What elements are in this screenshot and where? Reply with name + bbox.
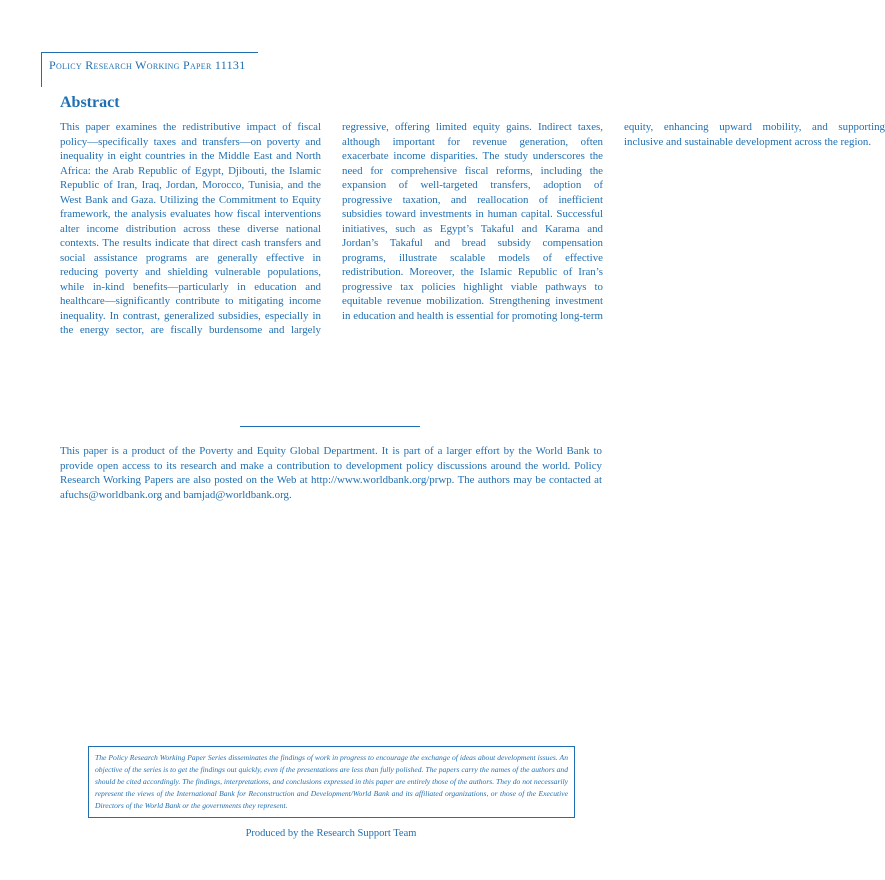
section-divider — [240, 426, 420, 427]
disclaimer-box — [88, 746, 575, 818]
series-header — [41, 52, 258, 87]
product-note: This paper is a product of the Poverty and Equity Global Department. It is part of a larger effort by the World Bank to provide open access to its research and make a contribution to development policy discussions around the world. Policy Research Working Papers are also posted on the Web at http://www.worldbank.org/prwp. The authors may be contacted at afuchs@worldbank.org and bamjad@worldbank.org. — [60, 445, 602, 501]
series-label: Policy Research Working Paper 11131 — [49, 58, 246, 72]
abstract-text: This paper examines the redistributive impact of fiscal policy—specifically taxes and transfers—on poverty and inequality in eight countries in the Middle East and North Africa: the Arab Republic of Egypt, Djibouti, the Islamic Republic of Iran, Iraq, Jordan, Morocco, Tunisia, and the West Bank and Gaza. Utilizing the Commitment to Equity framework, the analysis evaluates how fiscal interventions alter income distribution across these diverse national contexts. The results indicate that direct cash transfers and social assistance programs are generally effective in reducing poverty and shielding vulnerable populations, while in-kind benefits—particularly in education and healthcare—significantly contribute to mitigating income inequality. In contrast, generalized subsidies, especially in the energy sector, are fiscally burdensome and largely regressive, offering limited equity gains. Indirect taxes, although important for revenue generation, often exacerbate income disparities. The study underscores the need for comprehensive fiscal reforms, including the expansion of well-targeted transfers, adoption of progressive taxation, and reallocation of inefficient subsidies toward investments in human capital. Successful initiatives, such as Egypt’s Takaful and Karama and Jordan’s Takaful and bread subsidy compensation programs, illustrate scalable models of effective redistribution. Moreover, the Islamic Republic of Iran’s progressive tax policies highlight viable pathways to equitable revenue mobilization. Strengthening investment in education and health is essential for promoting long-term equity, enhancing upward mobility, and supporting inclusive and sustainable development across the region. — [60, 121, 885, 336]
abstract-body — [60, 120, 885, 340]
abstract-heading: Abstract — [60, 94, 120, 111]
production-credit: Produced by the Research Support Team — [245, 828, 417, 839]
disclaimer-text: The Policy Research Working Paper Series disseminates the findings of work in progress to encourage the exchange of ideas about development issues. An objective of the series is to get the findings out quickly, even if the presentations are less than fully polished. The papers carry the names of the authors and should be cited accordingly. The findings, interpretations, and conclusions expressed in this paper are entirely those of the authors. They do not necessarily represent the views of the International Bank for Reconstruction and Development/World Bank and its affiliated organizations, or those of the Executive Directors of the World Bank or the governments they represent. — [95, 753, 568, 810]
